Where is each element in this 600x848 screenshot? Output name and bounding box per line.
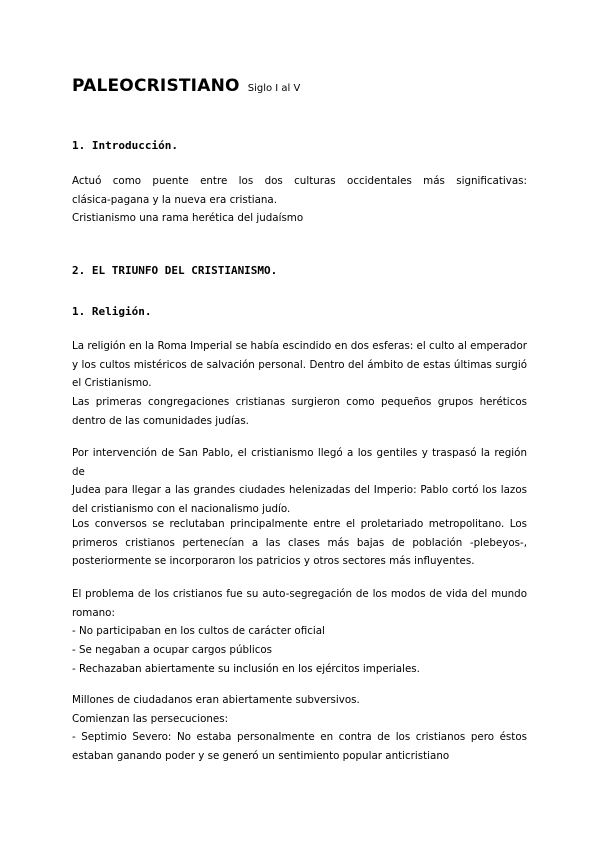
text-line: primeros cristianos pertenecían a las clases más bajas de población -plebeyos-, <box>72 536 527 549</box>
text-line: posteriormente se incorporaron los patricios y otros sectores más influyentes. <box>72 555 475 568</box>
religion-heading: 1. Religión. <box>72 305 152 318</box>
list-item: - Se negaban a ocupar cargos públicos <box>72 644 273 657</box>
text-line: del cristianismo con el nacionalismo judío. <box>72 503 291 516</box>
paragraph-2 <box>72 444 527 519</box>
text-line: El problema de los cristianos fue su auto-segregación de los modos de vida del mundo <box>72 588 527 600</box>
text-line: Millones de ciudadanos eran abiertamente subversivos. <box>72 694 360 706</box>
text-line: el Cristianismo. <box>72 377 152 390</box>
text-line: Los conversos se reclutaban principalmente entre el proletariado metropolitano. Los <box>72 518 527 530</box>
text-line: romano: <box>72 606 115 619</box>
intro-paragraph <box>72 172 527 228</box>
list-item: - No participaban en los cultos de carácter oficial <box>72 625 325 638</box>
intro-heading: 1. Introducción. <box>72 139 178 152</box>
text-line: La religión en la Roma Imperial se había escindido en dos esferas: el culto al emperador <box>72 340 527 352</box>
text-line: estaban ganando poder y se generó un sentimiento popular anticristiano <box>72 750 450 763</box>
text-line: Las primeras congregaciones cristianas surgieron como pequeños grupos heréticos <box>72 396 527 409</box>
page-title: PALEOCRISTIANO <box>72 76 240 96</box>
triunfo-heading: 2. EL TRIUNFO DEL CRISTIANISMO. <box>72 264 278 277</box>
paragraph-3 <box>72 515 527 571</box>
text-line: Actuó como puente entre los dos culturas occidentales más significativas: <box>72 175 527 187</box>
text-line: Cristianismo una rama herética del judaísmo <box>72 212 304 225</box>
text-line: y los cultos mistéricos de salvación personal. Dentro del ámbito de estas últimas surgió <box>72 358 527 371</box>
text-line: clásica-pagana y la nueva era cristiana. <box>72 193 278 206</box>
paragraph-4 <box>72 585 527 679</box>
text-line: dentro de las comunidades judías. <box>72 414 249 427</box>
text-line: Por intervención de San Pablo, el cristianismo llegó a los gentiles y traspasó la región de <box>72 447 527 478</box>
title-block <box>72 76 300 96</box>
text-line: Judea para llegar a las grandes ciudades helenizadas del Imperio: Pablo cortó los lazos <box>72 484 527 497</box>
paragraph-1 <box>72 337 527 431</box>
text-line: Comienzan las persecuciones: <box>72 712 229 725</box>
paragraph-5 <box>72 691 527 766</box>
list-item: - Rechazaban abiertamente su inclusión en los ejércitos imperiales. <box>72 662 420 675</box>
page-subtitle: Siglo I al V <box>247 83 301 94</box>
list-item: - Septimio Severo: No estaba personalmente en contra de los cristianos pero éstos <box>72 731 527 744</box>
